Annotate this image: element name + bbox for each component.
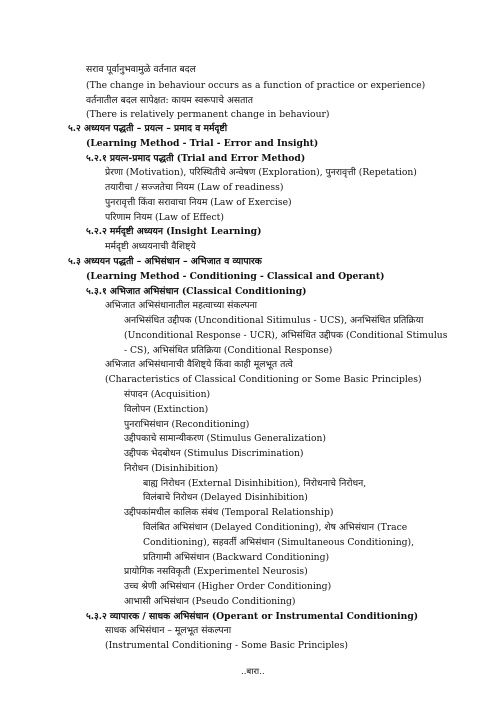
list-item: आभासी अभिसंधान (Pseudo Conditioning) [124,596,296,607]
text-line: अनभिसंधित उद्दीपक (Unconditional Sitimulus - UCS), अनभिसंधित प्रतिक्रिया [124,315,424,326]
text-line: - CS), अभिसंधित प्रतिक्रिया (Conditional Response) [124,345,333,356]
list-item: निरोधन (Disinhibition) [124,463,219,474]
list-item: उद्दीपक भेदबोधन (Stimulus Discrimination) [124,448,304,459]
text-line: परिणाम नियम (Law of Effect) [105,212,224,223]
text-line: तयारीचा / सज्जतेचा नियम (Law of readiness) [105,182,284,193]
text-line: पुनरावृत्ती किंवा सरावाचा नियम (Law of Exercise) [105,197,292,208]
text-line: (Instrumental Conditioning - Some Basic Principles) [105,640,348,651]
text-line: प्रेरणा (Motivation), परिस्थितीचे अन्वेषण (Exploration), पुनरावृत्ती (Repetation) [105,167,417,178]
subsection-heading: ५.२.१ प्रयत्न-प्रमाद पद्धती (Trial and Error Method) [86,153,306,164]
list-item: संपादन (Acquisition) [124,389,211,400]
section-heading: ५.२ अध्ययन पद्धती – प्रयत्न – प्रमाद व मर्मदृष्टी [68,123,228,134]
text-line: (Unconditional Response - UCR), अभिसंधित उद्दीपक (Conditional Stimulus [124,330,448,341]
section-heading-english: (Learning Method - Conditioning - Classical and Operant) [86,271,385,282]
list-item: प्रायोगिक नसविकृती (Experimentel Neurosis) [124,566,308,577]
text-line: अभिजात अभिसंधानातील महत्वाच्या संकल्पना [105,300,258,311]
text-line: मर्मदृष्टी अध्ययनाची वैशिष्ट्ये [105,241,196,252]
text-line: सराव पूर्वानुभवामुळे वर्तनात बदल [86,64,196,75]
subsection-heading: ५.३.२ व्यापारक / साधक अभिसंधान (Operant or Instrumental Conditioning) [86,611,419,622]
sub-list-item: Conditioning), सहवर्ती अभिसंधान (Simultaneous Conditioning), [143,537,415,548]
text-line: (The change in behaviour occurs as a function of practice or experience) [86,80,426,91]
list-item: उद्दीपकांमधील कालिक संबंध (Temporal Relationship) [124,507,334,518]
list-item: विलोपन (Extinction) [124,404,209,415]
sub-list-item: विलंबित अभिसंधान (Delayed Conditioning), शेष अभिसंधान (Trace [143,522,408,533]
text-line: (There is relatively permanent change in behaviour) [86,109,330,120]
page-footer: ..बारा.. [241,667,265,677]
sub-list-item: विलंबाचे निरोधन (Delayed Disinhibition) [143,492,308,503]
list-item: उद्दीपकाचे सामान्यीकरण (Stimulus Generalization) [124,433,327,444]
subsection-heading: ५.३.१ अभिजात अभिसंधान (Classical Conditioning) [86,286,307,297]
list-item: पुनराभिसंधान (Reconditioning) [124,419,250,430]
section-heading: ५.३ अध्ययन पद्धती – अभिसंधान – अभिजात व व्यापारक [68,256,262,267]
subsection-heading: ५.२.२ मर्मदृष्टी अध्ययन (Insight Learning) [86,226,262,237]
list-item: उच्च श्रेणी अभिसंधान (Higher Order Conditioning) [124,581,332,592]
text-line: अभिजात अभिसंधानाची वैशिष्ट्ये किंवा काही मूलभूत तत्वे [105,359,293,370]
sub-list-item: प्रतिगामी अभिसंधान (Backward Conditioning) [143,552,330,563]
text-line: साधक अभिसंधान – मूलभूत संकल्पना [105,625,232,636]
sub-list-item: बाह्य निरोधन (External Disinhibition), निरोधनाचे निरोधन, [143,478,367,489]
text-line: वर्तनातील बदल सापेक्षत: कायम स्वरूपाचे असतात [86,95,253,106]
section-heading-english: (Learning Method - Trial - Error and Insight) [86,138,319,149]
text-line: (Characteristics of Classical Conditioning or Some Basic Principles) [105,374,422,385]
